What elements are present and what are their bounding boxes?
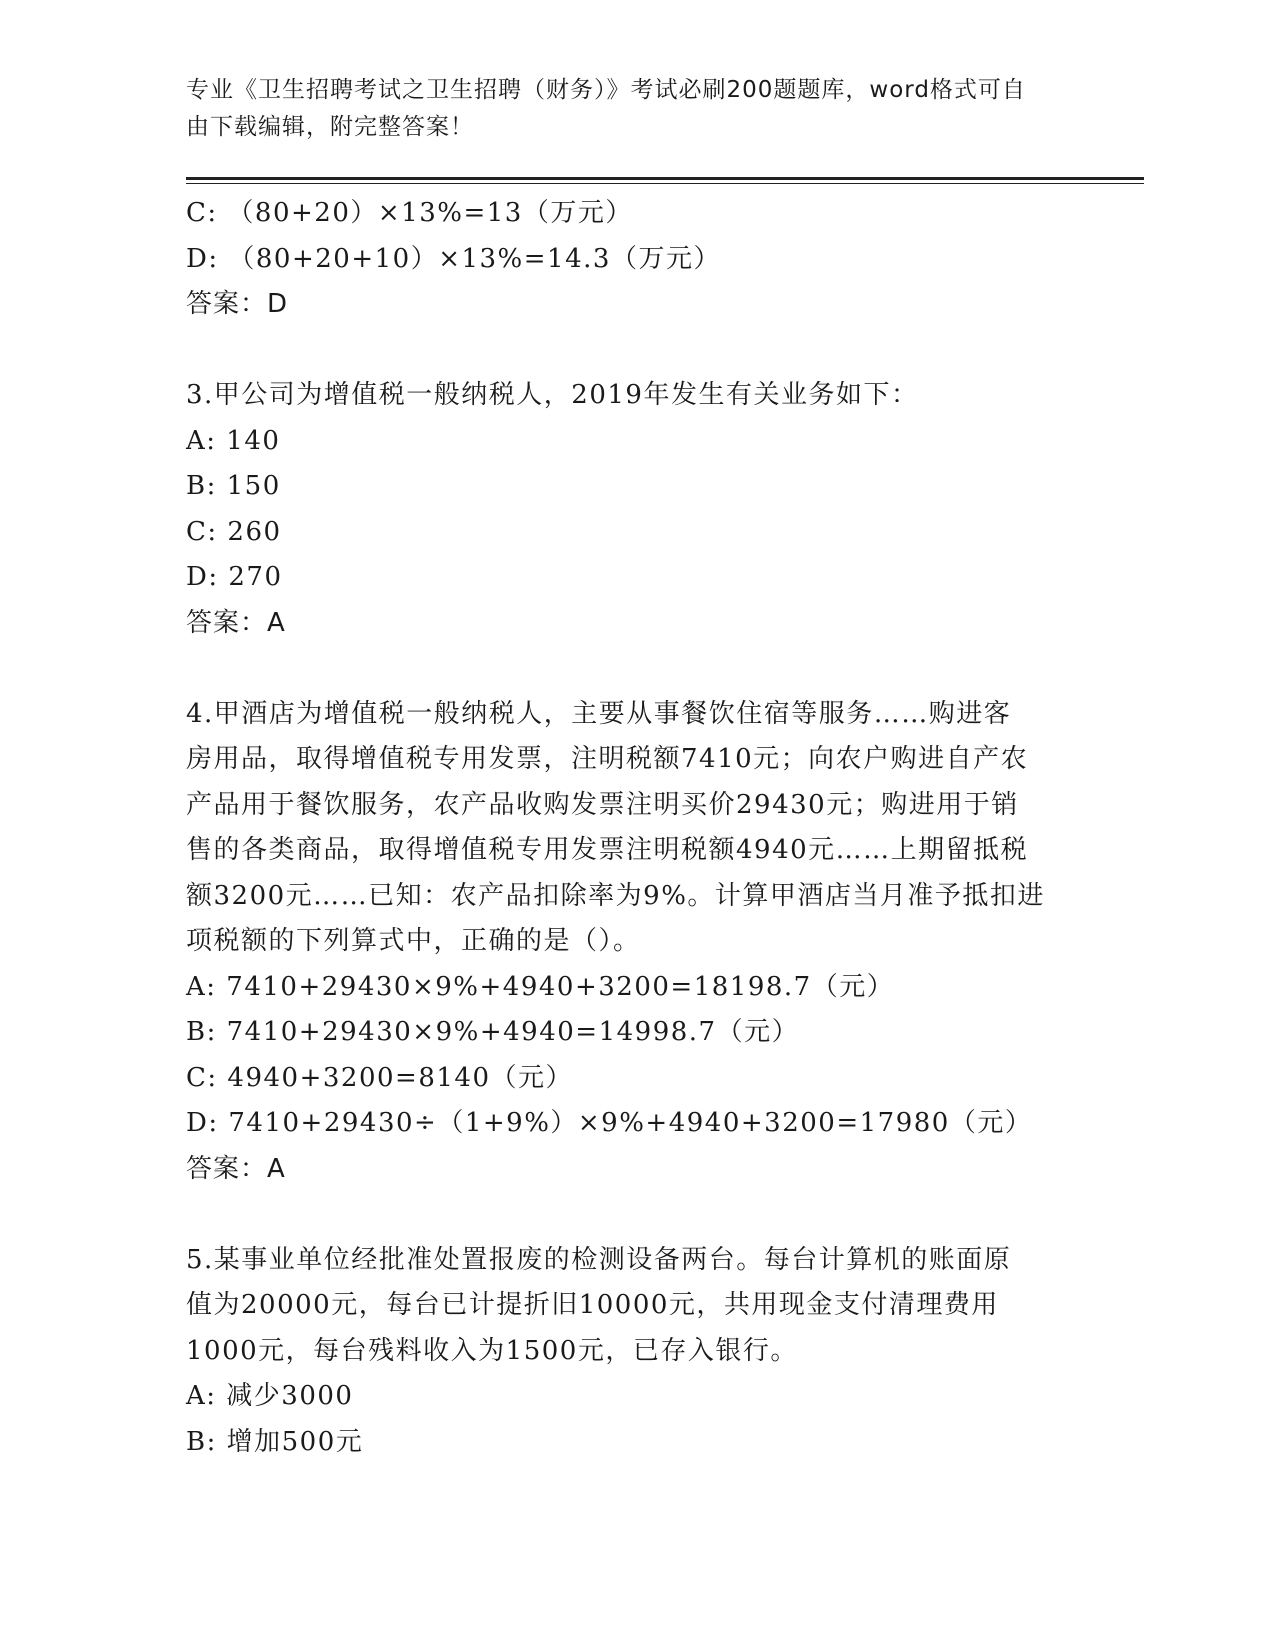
spacer [186, 1192, 1086, 1238]
option-b: B: 7410+29430×9%+4940=14998.7（元） [186, 1017, 800, 1047]
header-rule-thin [186, 183, 1144, 184]
question-2 [186, 191, 1086, 328]
option-d: D: （80+20+10）×13%=14.3（万元） [186, 243, 721, 274]
option-d: D: 270 [186, 562, 283, 592]
option-a: A: 140 [186, 425, 281, 456]
question-stem-line: 5.某事业单位经批准处置报废的检测设备两台。每台计算机的账面原 [186, 1244, 1012, 1275]
spacer [186, 646, 1086, 692]
question-stem-line: 值为20000元，每台已计提折旧10000元，共用现金支付清理费用 [186, 1290, 999, 1320]
answer: 答案：D [186, 289, 289, 319]
option-a: A: 7410+29430×9%+4940+3200=18198.7（元） [186, 971, 895, 1002]
question-stem-line: 1000元，每台残料收入为1500元，已存入银行。 [186, 1335, 798, 1366]
header-rule-thick [186, 177, 1144, 180]
question-stem-line: 房用品，取得增值税专用发票，注明税额7410元；向农户购进自产农 [186, 744, 1029, 774]
option-d: D: 7410+29430÷（1+9%）×9%+4940+3200=17980（元） [186, 1108, 1033, 1138]
option-b: B: 增加500元 [186, 1426, 364, 1457]
header-line-2: 由下载编辑，附完整答案！ [186, 114, 474, 140]
question-stem-line: 额3200元……已知：农产品扣除率为9%。计算甲酒店当月准予抵扣进 [186, 880, 1045, 911]
option-c: C: （80+20）×13%=13（万元） [186, 198, 633, 228]
option-a: A: 减少3000 [186, 1381, 354, 1411]
question-5 [186, 1238, 1086, 1466]
question-stem-line: 项税额的下列算式中，正确的是（）。 [186, 926, 641, 956]
document-header [186, 72, 1066, 146]
question-stem: 3.甲公司为增值税一般纳税人，2019年发生有关业务如下： [186, 380, 919, 410]
question-3 [186, 373, 1086, 646]
question-list [186, 191, 1086, 1465]
answer: 答案：A [186, 607, 286, 638]
option-b: B: 150 [186, 471, 281, 501]
option-c: C: 4940+3200=8140（元） [186, 1062, 573, 1093]
question-4 [186, 692, 1086, 1193]
question-stem-line: 产品用于餐饮服务，农产品收购发票注明买价29430元；购进用于销 [186, 789, 1019, 820]
header-line-1: 专业《卫生招聘考试之卫生招聘（财务）》考试必刷200题题库，word格式可自 [186, 77, 1026, 103]
spacer [186, 328, 1086, 374]
question-stem-line: 4.甲酒店为增值税一般纳税人，主要从事餐饮住宿等服务……购进客 [186, 698, 1012, 729]
question-stem-line: 售的各类商品，取得增值税专用发票注明税额4940元……上期留抵税 [186, 835, 1029, 865]
answer: 答案：A [186, 1153, 286, 1184]
option-c: C: 260 [186, 516, 282, 547]
